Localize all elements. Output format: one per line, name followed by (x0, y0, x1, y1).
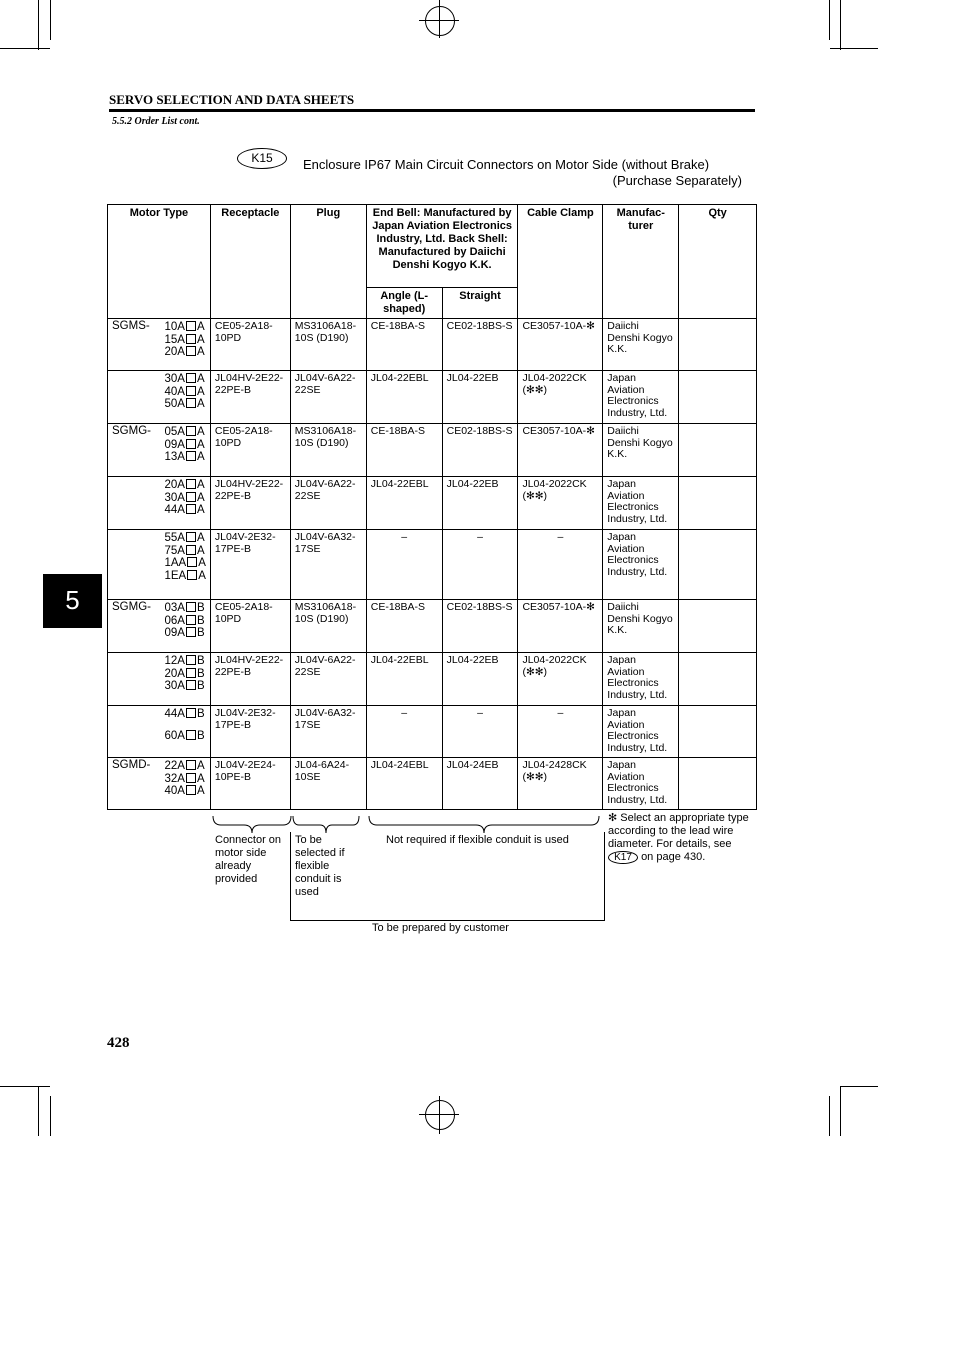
note-plug: To be selected if flexible conduit is used (295, 834, 345, 898)
motor-size-code: 20A (164, 479, 185, 491)
motor-size-code: 75A (164, 544, 185, 557)
angle-cell: JL04-22EBL (366, 477, 442, 530)
motor-size-code: 20A (164, 346, 185, 358)
motor-size-code: 09A (164, 627, 185, 639)
cable-clamp-cell: CE3057-10A-✻ (518, 600, 603, 653)
col-motor-type: Motor Type (108, 205, 211, 319)
motor-series-cell: SGMS- (108, 319, 161, 371)
straight-cell: JL04-22EB (442, 371, 518, 424)
motor-size-suffix: A (196, 760, 205, 772)
col-receptacle: Receptacle (210, 205, 290, 319)
motor-size-code: 03A (164, 602, 185, 614)
motor-size-suffix: A (196, 346, 205, 358)
motor-series-cell: SGMD- (108, 758, 161, 810)
motor-size-code: 30A (164, 373, 185, 385)
motor-size-code: 30A (164, 491, 185, 504)
motor-size-suffix: A (196, 785, 205, 797)
straight-cell: JL04-24EB (442, 758, 518, 810)
manufacturer-cell: Japan Aviation Electronics Industry, Ltd. (603, 477, 679, 530)
motor-size-code: 09A (164, 438, 185, 451)
note-not-required: Not required if flexible conduit is used (386, 834, 569, 846)
motor-size-suffix: A (196, 373, 205, 385)
k15-badge: K15 (237, 148, 287, 169)
motor-size-suffix: B (196, 667, 205, 680)
motor-size-code: 50A (164, 398, 185, 410)
plug-cell: JL04V-6A32-17SE (290, 530, 366, 600)
angle-cell: CE-18BA-S (366, 600, 442, 653)
motor-size-code: 05A (164, 426, 185, 438)
motor-size-code: 20A (164, 667, 185, 680)
chapter-tab: 5 (43, 574, 102, 628)
motor-size-code: 10A (164, 321, 185, 333)
manufacturer-cell: Japan Aviation Electronics Industry, Ltd. (603, 371, 679, 424)
plug-cell: JL04V-6A32-17SE (290, 706, 366, 758)
receptacle-cell: JL04V-2E32-17PE-B (210, 706, 290, 758)
note-customer: To be prepared by customer (372, 922, 509, 934)
manufacturer-cell: Japan Aviation Electronics Industry, Ltd. (603, 653, 679, 706)
motor-size-code: 40A (164, 785, 185, 797)
motor-size-suffix: A (196, 438, 205, 451)
motor-size-code: 13A (164, 451, 185, 463)
col-plug: Plug (290, 205, 366, 319)
manufacturer-cell: Japan Aviation Electronics Industry, Ltd. (603, 758, 679, 810)
motor-size-suffix: A (196, 544, 205, 557)
straight-cell: CE02-18BS-S (442, 319, 518, 371)
motor-size-suffix: A (196, 504, 205, 516)
receptacle-cell: CE05-2A18-10PD (210, 600, 290, 653)
straight-cell: – (442, 706, 518, 758)
subsection-label: 5.5.2 Order List cont. (112, 116, 200, 127)
motor-size-code: 1EA (164, 569, 187, 582)
straight-cell: JL04-22EB (442, 477, 518, 530)
receptacle-cell: JL04V-2E24-10PE-B (210, 758, 290, 810)
straight-cell: – (442, 530, 518, 600)
col-end-bell: End Bell: Manufactured by Japan Aviation Electronics Industry, Ltd. Back Shell: Manufactured by Daiichi Denshi Kogyo K.K. (366, 205, 518, 288)
receptacle-cell: JL04HV-2E22-22PE-B (210, 653, 290, 706)
cable-clamp-cell: JL04-2428CK (✻✻) (518, 758, 603, 810)
manufacturer-cell: Daiichi Denshi Kogyo K.K. (603, 319, 679, 371)
straight-cell: CE02-18BS-S (442, 424, 518, 477)
cable-clamp-cell: – (518, 530, 603, 600)
note-select (608, 812, 754, 864)
plug-cell: JL04V-6A22-22SE (290, 371, 366, 424)
motor-size-suffix: B (196, 655, 205, 667)
motor-series-cell: SGMG- (108, 600, 161, 653)
manufacturer-cell: Japan Aviation Electronics Industry, Ltd. (603, 530, 679, 600)
col-qty: Qty (679, 205, 757, 319)
table-title-sub: (Purchase Separately) (612, 173, 742, 188)
plug-cell: JL04V-6A22-22SE (290, 653, 366, 706)
manufacturer-cell: Japan Aviation Electronics Industry, Ltd. (603, 706, 679, 758)
motor-size-suffix: A (196, 426, 205, 438)
note-select-text: ✻ Select an appropriate type according to the lead wire diameter. For details, see (608, 812, 749, 850)
motor-size-suffix: A (196, 479, 205, 491)
motor-size-suffix: A (198, 557, 206, 569)
plug-cell: MS3106A18-10S (D190) (290, 319, 366, 371)
motor-size-suffix: B (196, 614, 205, 627)
col-manufacturer: Manufac- turer (603, 205, 679, 319)
motor-size-code: 15A (164, 333, 185, 346)
note-connector: Connector on motor side already provided (215, 834, 282, 885)
motor-size-code: 55A (164, 532, 185, 544)
section-header: SERVO SELECTION AND DATA SHEETS (109, 92, 355, 107)
motor-size-code: 32A (164, 772, 185, 785)
cable-clamp-cell: JL04-2022CK (✻✻) (518, 371, 603, 424)
plug-cell: JL04V-6A22-22SE (290, 477, 366, 530)
cable-clamp-cell: – (518, 706, 603, 758)
motor-size-suffix: A (196, 321, 205, 333)
note-select-page: on page 430. (641, 851, 706, 863)
plug-cell: JL04-6A24-10SE (290, 758, 366, 810)
motor-size-suffix: B (196, 627, 205, 639)
receptacle-cell: JL04HV-2E22-22PE-B (210, 477, 290, 530)
cable-clamp-cell: CE3057-10A-✻ (518, 319, 603, 371)
motor-size-suffix: A (196, 491, 205, 504)
receptacle-cell: JL04V-2E32-17PE-B (210, 530, 290, 600)
cable-clamp-cell: JL04-2022CK (✻✻) (518, 477, 603, 530)
table-title: Enclosure IP67 Main Circuit Connectors on Motor Side (without Brake) (303, 157, 710, 172)
col-angle: Angle (L-shaped) (366, 288, 442, 319)
angle-cell: JL04-22EBL (366, 371, 442, 424)
manufacturer-cell: Daiichi Denshi Kogyo K.K. (603, 424, 679, 477)
angle-cell: JL04-24EBL (366, 758, 442, 810)
motor-size-code: 30A (164, 680, 185, 692)
motor-size-code: 44A (164, 708, 185, 720)
motor-series-cell: SGMG- (108, 424, 161, 477)
motor-size-suffix: A (196, 451, 205, 463)
motor-size-suffix: B (196, 680, 205, 692)
col-straight: Straight (442, 288, 518, 319)
motor-size-code: 12A (164, 655, 185, 667)
straight-cell: JL04-22EB (442, 653, 518, 706)
motor-size-suffix: A (196, 772, 205, 785)
receptacle-cell: JL04HV-2E22-22PE-B (210, 371, 290, 424)
plug-cell: MS3106A18-10S (D190) (290, 424, 366, 477)
motor-size-code: 1AA (164, 557, 187, 569)
receptacle-cell: CE05-2A18-10PD (210, 424, 290, 477)
motor-size-code: 60A (164, 729, 185, 742)
motor-size-suffix: B (196, 602, 205, 614)
motor-size-suffix: A (198, 569, 206, 582)
angle-cell: CE-18BA-S (366, 424, 442, 477)
straight-cell: CE02-18BS-S (442, 600, 518, 653)
angle-cell: – (366, 706, 442, 758)
manufacturer-cell: Daiichi Denshi Kogyo K.K. (603, 600, 679, 653)
motor-size-suffix: B (196, 729, 205, 742)
motor-size-suffix: A (196, 398, 205, 410)
motor-size-code: 40A (164, 385, 185, 398)
cable-clamp-cell: JL04-2022CK (✻✻) (518, 653, 603, 706)
k17-badge: K17 (608, 851, 638, 864)
angle-cell: JL04-22EBL (366, 653, 442, 706)
receptacle-cell: CE05-2A18-10PD (210, 319, 290, 371)
motor-size-suffix: A (196, 333, 205, 346)
cable-clamp-cell: CE3057-10A-✻ (518, 424, 603, 477)
page-number: 428 (107, 1035, 130, 1051)
motor-size-suffix: A (196, 385, 205, 398)
motor-size-suffix: B (196, 708, 205, 720)
plug-cell: MS3106A18-10S (D190) (290, 600, 366, 653)
motor-size-code: 44A (164, 504, 185, 516)
motor-size-suffix: A (196, 532, 205, 544)
angle-cell: CE-18BA-S (366, 319, 442, 371)
angle-cell: – (366, 530, 442, 600)
motor-size-code: 22A (164, 760, 185, 772)
motor-size-code: 06A (164, 614, 185, 627)
col-cable-clamp: Cable Clamp (518, 205, 603, 319)
